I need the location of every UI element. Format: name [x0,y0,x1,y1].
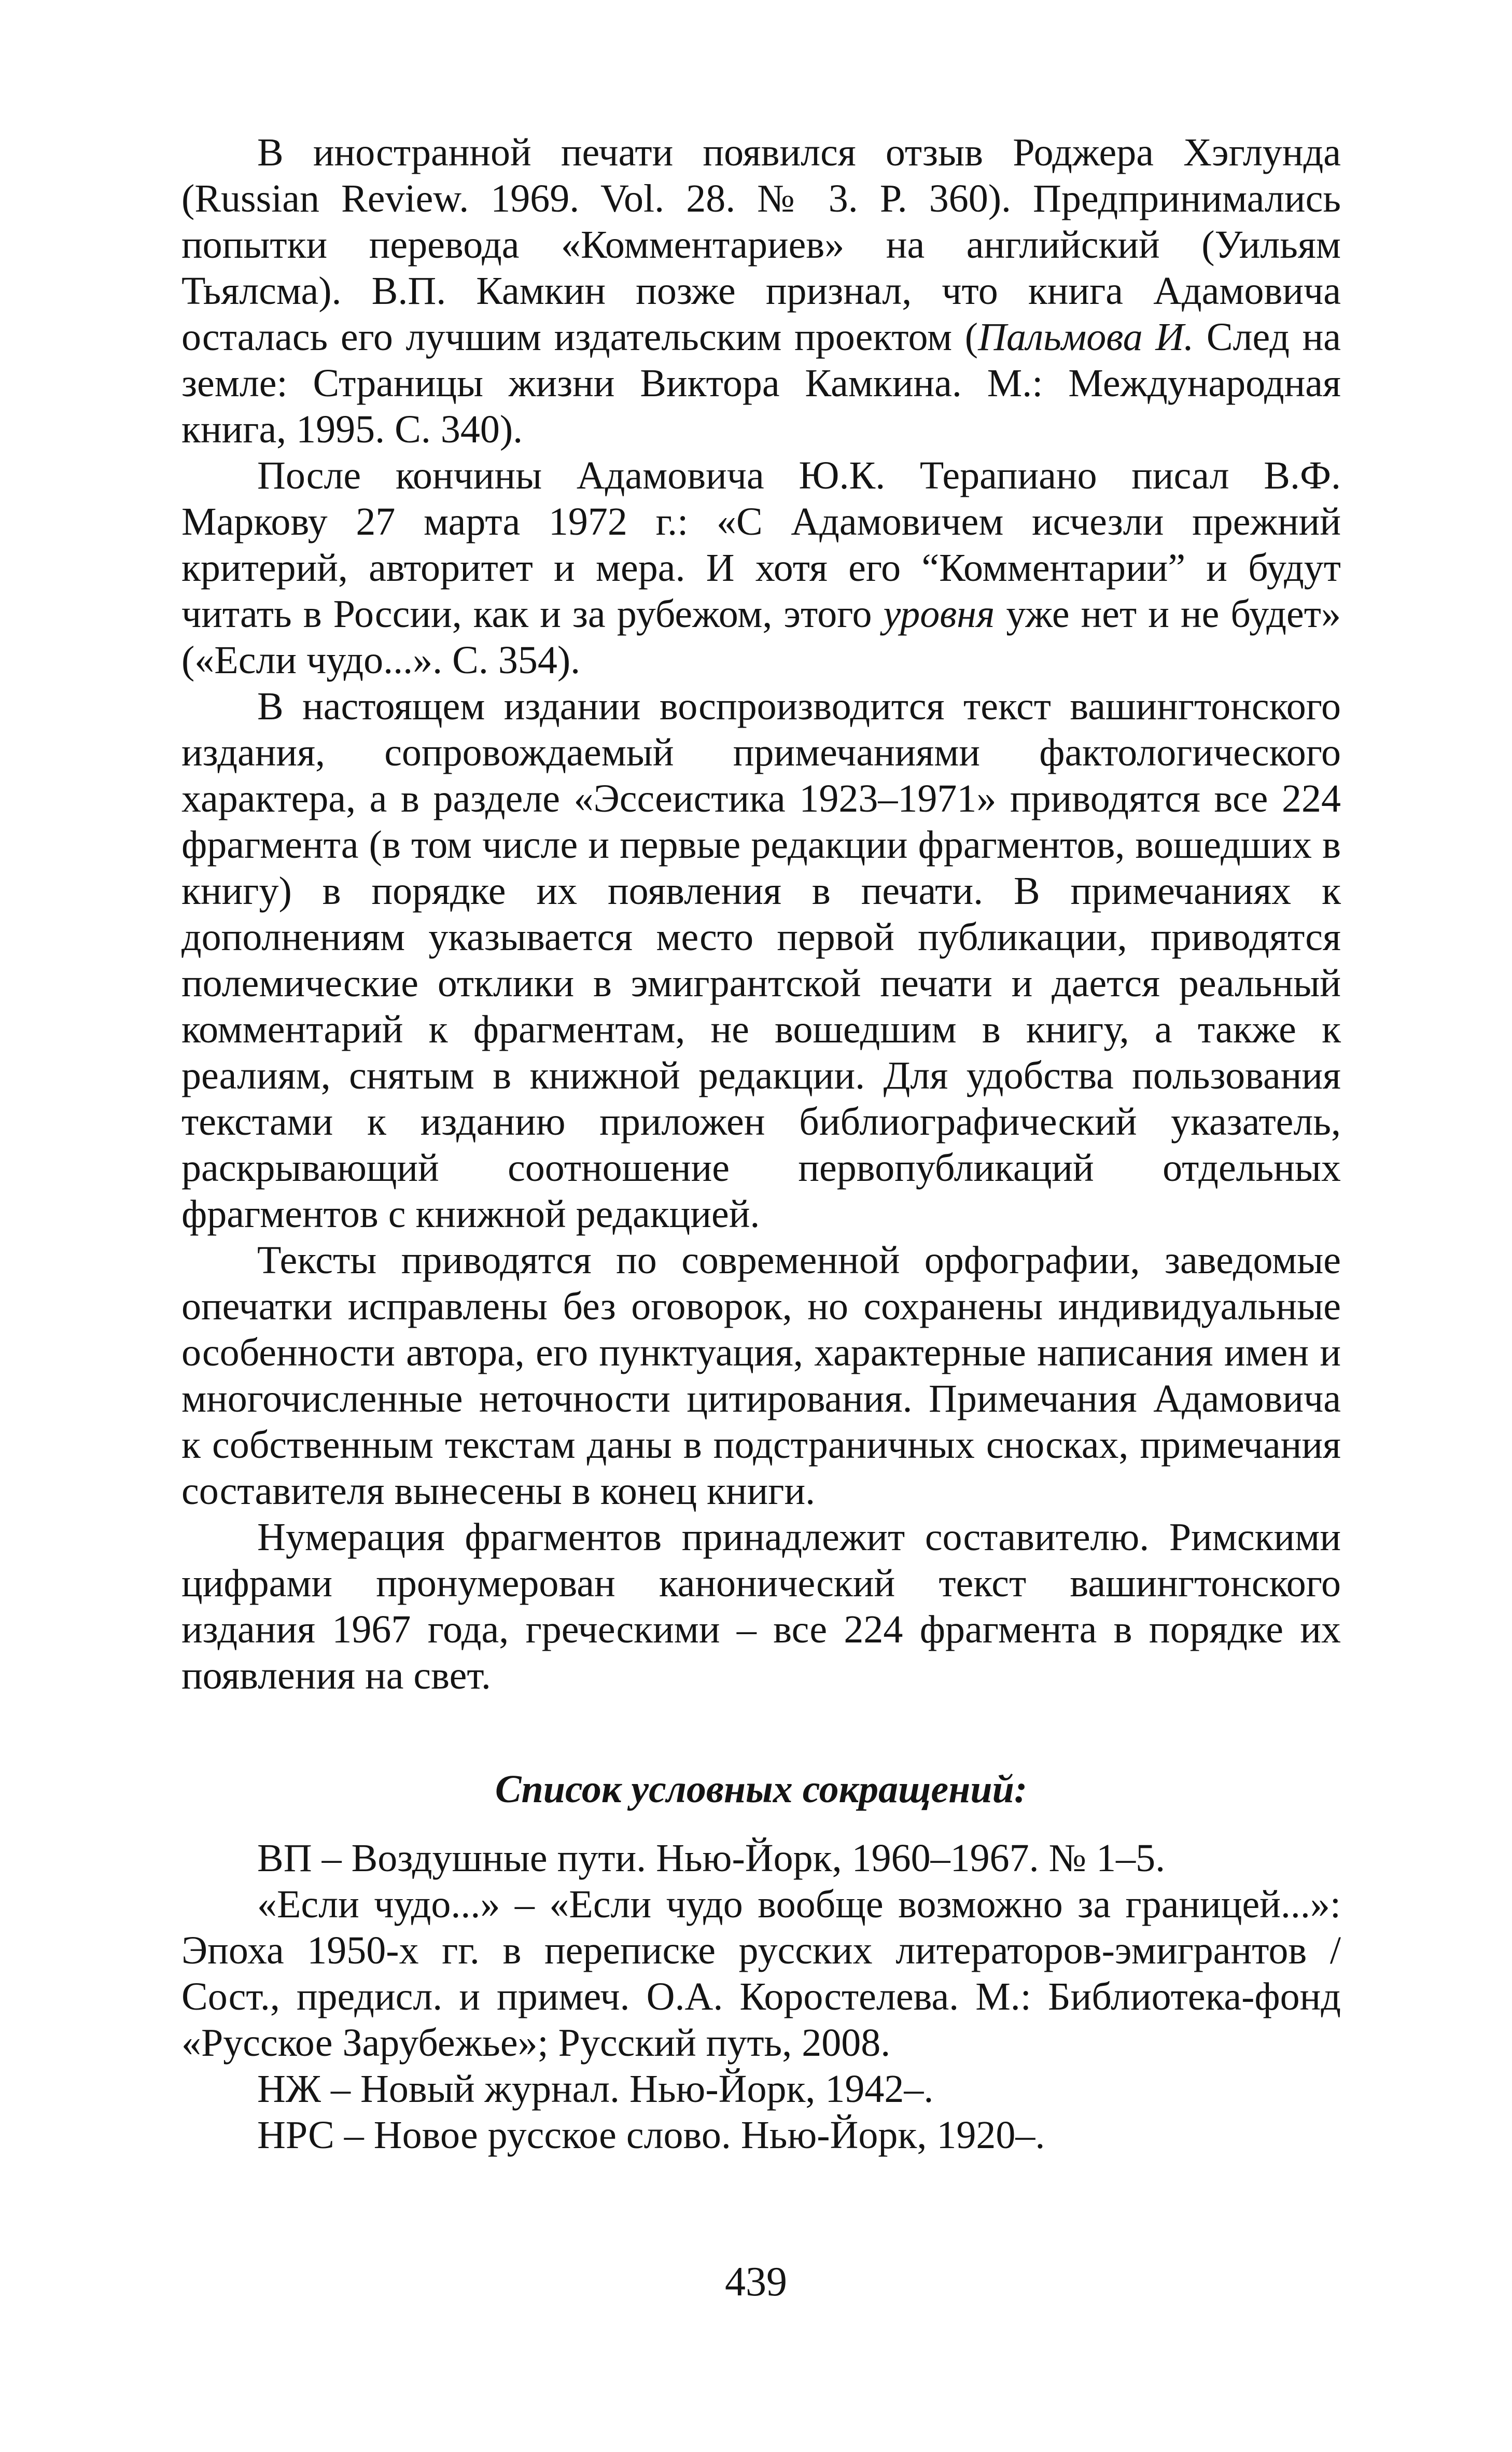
paragraph-3 [181,684,1341,1237]
paragraph-2-italic-word: уровня [883,592,995,636]
paragraph-2-text-a: После кончины Адамовича Ю.К. Терапиано писал В.Ф. Маркову 27 марта 1972 г.: «С Адамовичем исчезли прежний критерий, авторитет и мера. И хотя его “Комментарии” и будут читать в России, как и за рубежом, этого [181,454,1341,636]
paragraph-1-text-a: В иностранной печати появился отзыв Роджера Хэглунда (Russian Review. 1969. Vol. 28. № 3. P. 360). Предпринимались попытки перевода «Комментариев» на английский (Уильям Тьялсма). В.П. Камкин позже признал, что книга Адамовича осталась его лучшим издательским проектом ( [181,131,1341,359]
paragraph-1 [181,130,1341,453]
paragraph-5 [181,1514,1341,1699]
abbreviation-item: «Если чудо...» – «Если чудо вообще возможно за границей...»: Эпоха 1950-х гг. в переписке русских литераторов-эмигрантов / Сост., предисл. и примеч. О.А. Коростелева. М.: Библиотека-фонд «Русское Зарубежье»; Русский путь, 2008. [181,1883,1341,2065]
paragraph-2 [181,453,1341,684]
abbreviation-item: НРС – Новое русское слово. Нью-Йорк, 1920–. [257,2113,1045,2157]
paragraph-4 [181,1237,1341,1514]
abbreviation-item: НЖ – Новый журнал. Нью-Йорк, 1942–. [257,2067,934,2111]
paragraph-3-text: В настоящем издании воспроизводится текст вашингтонского издания, сопровождаемый примечаниями фактологического характера, а в разделе «Эссеистика 1923–1971» приводятся все 224 фрагмента (в том числе и первые редакции фрагментов, вошедших в книгу) в порядке их появления в печати. В примечаниях к дополнениям указывается место первой публикации, приводятся полемические отклики в эмигрантской печати и дается реальный комментарий к фрагментам, не вошедшим в книгу, а также к реалиям, снятым в книжной редакции. Для удобства пользования текстами к изданию приложен библиографический указатель, раскрывающий соотношение первопубликаций отдельных фрагментов с книжной редакцией. [181,685,1341,1236]
paragraph-2-text-b: уже нет и не будет» («Если чудо...». С. 354). [181,592,1341,682]
paragraph-5-text: Нумерация фрагментов принадлежит составителю. Римскими цифрами пронумерован канонический текст вашингтонского издания 1967 года, греческими – все 224 фрагмента в порядке их появления на свет. [181,1515,1341,1697]
abbreviations-heading: Список условных сокращений: [495,1767,1028,1811]
paragraph-1-italic-author: Пальмова И. [978,315,1194,359]
paragraph-4-text: Тексты приводятся по современной орфографии, заведомые опечатки исправлены без оговорок, но сохранены индивидуальные особенности автора, его пунктуация, характерные написания имен и многочисленные неточности цитирования. Примечания Адамовича к собственным текстам даны в подстраничных сносках, примечания составителя вынесены в конец книги. [181,1238,1341,1513]
abbreviations-list [181,1835,1341,2158]
page-body [181,130,1341,2158]
abbreviation-item: ВП – Воздушные пути. Нью-Йорк, 1960–1967. № 1–5. [257,1836,1166,1880]
page-number: 439 [725,2259,787,2305]
paragraph-1-text-b: След на земле: Страницы жизни Виктора Камкина. М.: Международная книга, 1995. С. 340). [181,315,1341,451]
